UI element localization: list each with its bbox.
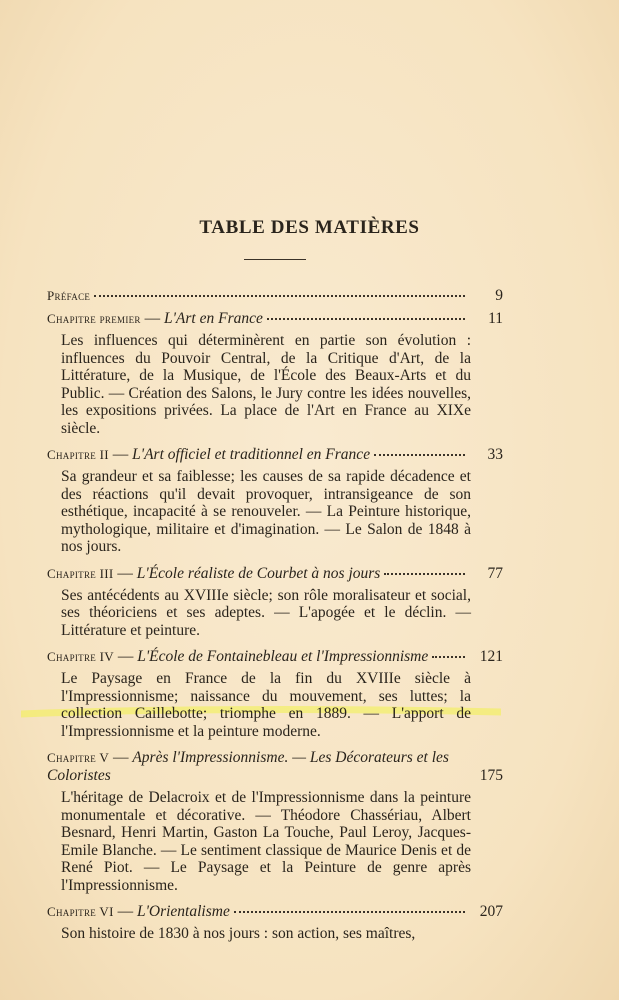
toc-entry-chapter-1: Chapitre premier — L'Art en France 11 Les influences qui déterminèrent en partie son évolution : influences du Pouvoir Central, de la Critique d'Art, de la Littérature, de la Musique, de l'École des Beaux-Arts et du Public. — Création des Salons, le Jury contre les idées nouvelles, les expositions privées. La place de l'Art en France au XIXe siècle. [47,310,503,437]
entry-title: L'Art en France [163,310,263,327]
entry-title: L'Art officiel et traditionnel en France [132,446,371,463]
entry-chapter: Chapitre V [47,750,110,765]
page-number: 77 [487,564,503,582]
entry-description: L'héritage de Delacroix et de l'Impressionnisme dans la peinture monumentale et décorative. — Théodore Chassériau, Albert Besnard, Henri Martin, Gaston La Touche, Paul Leroy, Jacques-Emile Blanche. — Le sentiment classique de Maurice Denis et de René Piot. — Le Paysage et la Peinture de genre après l'Impressionnisme. [61,789,471,894]
toc-entry-chapter-6: Chapitre VI — L'Orientalisme 207 Son histoire de 1830 à nos jours : son action, ses maîtres, [47,903,503,942]
toc-entry-chapter-3: Chapitre III — L'École réaliste de Courbet à nos jours 77 Ses antécédents au XVIIIe siècle; son rôle moralisateur et social, ses théoriciens et ses adeptes. — L'apogée et le déclin. — Littérature et peinture. [47,564,503,639]
toc-entry-preface [47,287,503,305]
page-number: 207 [479,903,503,920]
entry-chapter: Chapitre premier [47,311,141,326]
dot-leader [384,573,465,575]
page-number: 9 [495,287,503,304]
page-number: 121 [479,648,503,665]
page-number: 33 [487,446,503,463]
entry-label: Préface [47,288,91,303]
entry-title: Après l'Impressionnisme. — Les Décorateurs et les Coloristes [47,749,449,784]
dot-leader [374,454,465,456]
entry-description: Le Paysage en France de la fin du XVIIIe siècle à l'Impressionnisme; naissance du mouvement, ses luttes; la collection Caillebotte; triomphe en 1889. — L'apport de l'Impressionnisme et la peinture moderne. [61,670,471,740]
page-number: 175 [479,767,503,784]
entry-title: L'Orientalisme [136,903,230,920]
entry-description: Les influences qui déterminèrent en partie son évolution : influences du Pouvoir Central, de la Critique d'Art, de la Littérature, de la Musique, de l'École des Beaux-Arts et du Public. — Création des Salons, le Jury contre les idées nouvelles, les expositions privées. La place de l'Art en France au XIXe siècle. [61,332,471,437]
entry-chapter: Chapitre III [47,565,114,581]
entry-chapter: Chapitre IV [47,649,114,664]
dot-leader [234,911,465,913]
title-rule [244,259,306,260]
toc-entry-chapter-4: Chapitre IV — L'École de Fontainebleau et l'Impressionnisme 121 Le Paysage en France de la fin du XVIIIe siècle à l'Impressionnisme; naissance du mouvement, ses luttes; la collection Caillebotte; triomphe en 1889. — L'apport de l'Impressionnisme et la peinture moderne. [47,648,503,740]
dot-leader [267,318,465,320]
entry-description: Ses antécédents au XVIIIe siècle; son rôle moralisateur et social, ses théoriciens et ses adeptes. — L'apogée et le déclin. — Littérature et peinture. [61,586,471,639]
table-of-contents [47,283,503,943]
entry-title: L'École réaliste de Courbet à nos jours [136,564,381,582]
entry-description: Son histoire de 1830 à nos jours : son action, ses maîtres, [61,925,416,942]
toc-entry-chapter-2: Chapitre II — L'Art officiel et traditionnel en France 33 Sa grandeur et sa faiblesse; les causes de sa rapide décadence et des réactions qu'il devait provoquer, intransigeance de son esthétique, incapacité à se renouveler. — La Peinture historique, mythologique, militaire et d'imagination. — Le Salon de 1848 à nos jours. [47,446,503,555]
entry-description: Sa grandeur et sa faiblesse; les causes de sa rapide décadence et des réactions qu'il devait provoquer, intransigeance de son esthétique, incapacité à se renouveler. — La Peinture historique, mythologique, militaire et d'imagination. — Le Salon de 1848 à nos jours. [61,468,471,555]
entry-chapter: Chapitre VI [47,904,114,919]
entry-chapter: Chapitre II [47,447,109,462]
dot-leader [432,656,465,658]
toc-entry-chapter-5: Chapitre V — Après l'Impressionnisme. — Les Décorateurs et les Coloristes 175 L'héritage de Delacroix et de l'Impressionnisme dans la peinture monumentale et décorative. — Théodore Chassériau, Albert Besnard, Henri Martin, Gaston La Touche, Paul Leroy, Jacques-Emile Blanche. — Le sentiment classique de Maurice Denis et de René Piot. — Le Paysage et la Peinture de genre après l'Impressionnisme. [47,749,503,894]
dot-leader [94,295,465,297]
entry-title: L'École de Fontainebleau et l'Impressionnisme [137,648,429,665]
page-number: 11 [488,310,503,327]
page-title: TABLE DES MATIÈRES [199,217,420,238]
